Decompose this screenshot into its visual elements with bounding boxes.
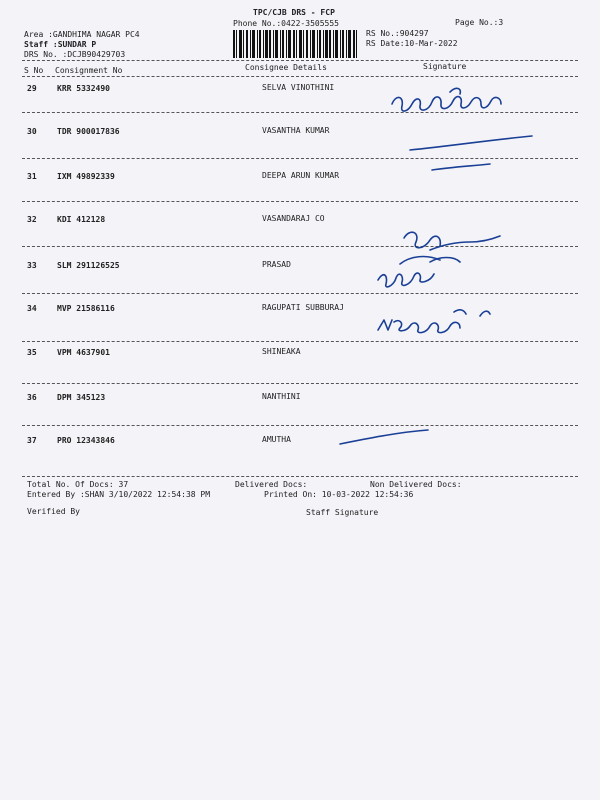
row-consignee: NANTHINI <box>262 392 301 401</box>
row-sno: 30 <box>27 127 37 136</box>
barcode-image <box>233 30 357 58</box>
col-sno: S No <box>24 66 44 75</box>
row-sno: 37 <box>27 436 37 445</box>
table-row <box>0 436 600 476</box>
row-consignment: VPM 4637901 <box>57 348 110 357</box>
signature-row-30: Ragelkum <box>412 121 502 151</box>
row-consignment: KRR 5332490 <box>57 84 110 93</box>
row-sno: 36 <box>27 393 37 402</box>
row-consignment: KDI 412128 <box>57 215 106 224</box>
row-consignment: SLM 291126525 <box>57 261 120 270</box>
drs-number: DRS No. :DCJB90429703 <box>24 50 126 59</box>
table-row <box>0 261 600 301</box>
table-row <box>0 393 600 433</box>
row-sno: 32 <box>27 215 37 224</box>
row-sno: 29 <box>27 84 37 93</box>
row-sno: 34 <box>27 304 37 313</box>
col-signature: Signature <box>423 62 467 71</box>
staff-label: Staff :SUNDAR P <box>24 40 97 49</box>
col-consignment: Consignment No <box>55 66 123 75</box>
signature-row-37-phone: 9843411947 <box>447 445 557 469</box>
row-consignee: PRASAD <box>262 260 291 269</box>
table-row <box>0 304 600 344</box>
rs-date: RS Date:10-Mar-2022 <box>366 39 458 48</box>
phone-number: Phone No.:0422-3505555 <box>233 19 339 28</box>
row-consignee: AMUTHA <box>262 435 291 444</box>
total-docs: Total No. Of Docs: 37 <box>27 480 129 489</box>
row-sno: 35 <box>27 348 37 357</box>
table-row <box>0 169 600 212</box>
staff-signature-label: Staff Signature <box>306 508 379 517</box>
report-title: TPC/CJB DRS - FCP <box>253 8 335 17</box>
signature-row-32: Rembatnyam <box>475 198 558 229</box>
row-consignee: SHINEAKA <box>262 347 301 356</box>
table-row <box>0 215 600 255</box>
area-label: Area :GANDHIMA NAGAR PC4 <box>24 30 140 39</box>
row-consignment: TDR 900017836 <box>57 127 120 136</box>
row-consignment: IXM 49892339 <box>57 172 115 181</box>
table-row <box>0 127 600 167</box>
page-number: Page No.:3 <box>455 18 504 27</box>
delivered-docs: Delivered Docs: <box>235 480 308 489</box>
row-sno: 31 <box>27 172 37 181</box>
printed-on: Printed On: 10-03-2022 12:54:36 <box>264 490 414 499</box>
row-consignment: DPM 345123 <box>57 393 106 402</box>
row-consignee: VASANTHA KUMAR <box>262 126 330 135</box>
row-consignee: SELVA VINOTHINI <box>262 83 335 92</box>
rs-number: RS No.:904297 <box>366 29 429 38</box>
verified-by: Verified By <box>27 507 80 516</box>
signature-row-36-phone: 9514511286 <box>454 399 564 423</box>
col-consignee: Consignee Details <box>245 63 327 72</box>
signature-row-31: Tam <box>438 169 475 192</box>
signature-row-35-phone: 7339141555 <box>441 361 551 385</box>
non-delivered-docs: Non Delivered Docs: <box>370 480 462 489</box>
row-consignee: RAGUPATI SUBBURAJ <box>262 303 344 312</box>
row-sno: 33 <box>27 261 37 270</box>
signature-row-36-name: Nandhiji.k <box>344 405 434 425</box>
table-row <box>0 84 600 124</box>
signature-row-37-name: Amutha <box>343 432 412 455</box>
row-consignment: PRO 12343846 <box>57 436 115 445</box>
table-row <box>0 348 600 388</box>
row-consignee: DEEPA ARUN KUMAR <box>262 171 340 180</box>
entered-by: Entered By :SHAN 3/10/2022 12:54:38 PM <box>27 490 211 499</box>
row-consignee: VASANDARAJ CO <box>262 214 325 223</box>
signature-row-35-name: P. Sheela <box>355 355 429 378</box>
row-consignment: MVP 21586116 <box>57 304 115 313</box>
